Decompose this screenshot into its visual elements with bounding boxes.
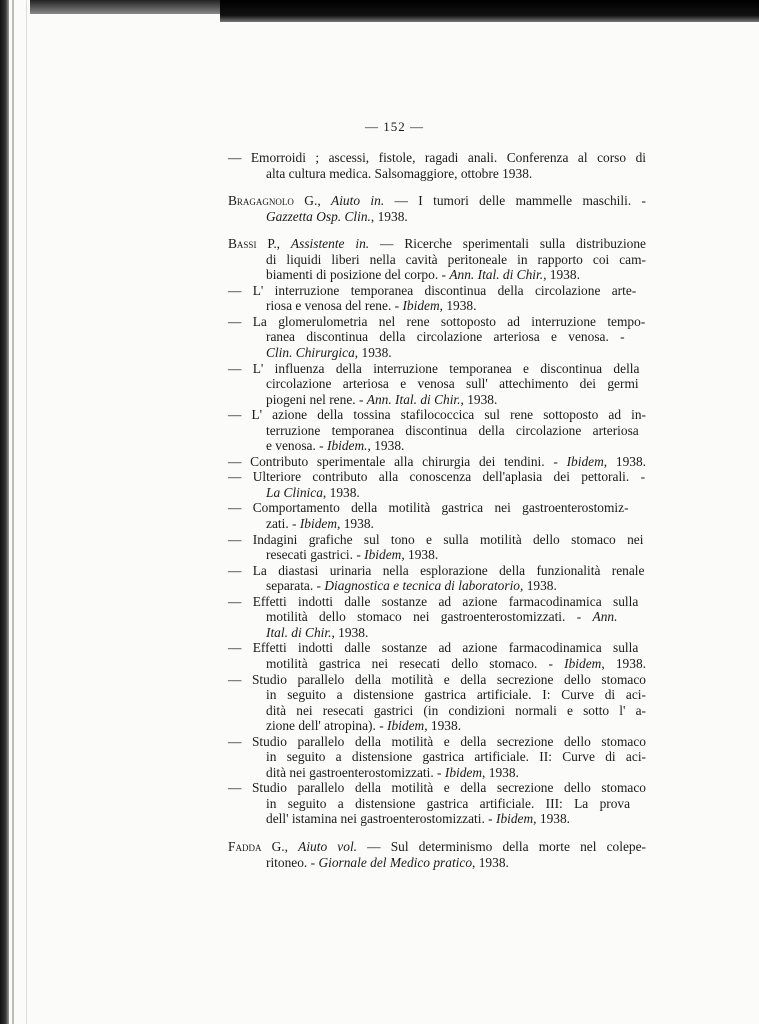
- italic-text: Ital. di Chir.: [266, 624, 332, 640]
- entry-text: , 1938.: [322, 484, 360, 500]
- entry-text: — Effetti indotti dalle sostanze ad azione farmacodinamica sulla: [228, 593, 639, 609]
- entry-text: in seguito a distensione gastrica artificiale. I: Curve di aci-: [266, 687, 646, 703]
- bibliography-entry: [228, 734, 646, 781]
- bibliography-entry: [228, 407, 646, 454]
- bibliography-entry: [228, 454, 646, 470]
- entry-text: motilità gastrica nei resecati dello stomaco. -: [266, 655, 565, 671]
- bibliography-entry: [228, 563, 646, 594]
- entry-text: , 1938.: [354, 345, 392, 361]
- bibliography-entry: [228, 314, 646, 361]
- entry-text: resecati gastrici. -: [266, 547, 365, 563]
- bibliography-entry: [228, 361, 646, 408]
- bibliography-entry: [228, 193, 646, 224]
- italic-text: Aiuto vol.: [298, 838, 358, 854]
- entry-text: — Effetti indotti dalle sostanze ad azione farmacodinamica sulla: [228, 640, 639, 656]
- entry-line: [228, 547, 646, 563]
- bibliography-entry: [228, 283, 646, 314]
- entry-line: [228, 392, 646, 408]
- entry-line: [228, 780, 646, 796]
- entry-line: [228, 765, 646, 781]
- entry-text: , 1938.: [460, 391, 498, 407]
- author-name: Fadda: [228, 838, 262, 854]
- bibliography-entry: [228, 469, 646, 500]
- entry-text: piogeni nel rene. -: [266, 391, 367, 407]
- italic-text: Clin. Chirurgica: [266, 345, 355, 361]
- entry-text: , 1938.: [337, 516, 374, 532]
- entry-text: — I tumori delle mammelle maschili. -: [384, 193, 646, 209]
- entry-line: [228, 500, 646, 516]
- entry-text: dità nei resecati gastrici (in condizioni normali e sotto l' a-: [266, 702, 646, 718]
- entry-line: [228, 209, 646, 225]
- entry-line: [228, 193, 646, 209]
- italic-text: Ibidem: [495, 811, 534, 827]
- entry-text: — Emorroidi ; ascessi, fistole, ragadi anali. Conferenza al corso di: [228, 150, 646, 165]
- entry-line: [228, 345, 646, 361]
- entry-line: [228, 594, 646, 610]
- bibliography-entry: [228, 780, 646, 827]
- entry-text: — L' influenza della interruzione temporanea e discontinua della: [228, 360, 640, 376]
- entry-text: , 1938.: [603, 453, 647, 469]
- entry-line: [228, 855, 646, 871]
- bibliography-entry: [228, 672, 646, 734]
- entry-line: [228, 656, 646, 672]
- entry-text: — Studio parallelo della motilità e della secrezione dello stomaco: [228, 733, 646, 749]
- entry-text: , 1938.: [367, 438, 405, 454]
- entry-text: — La diastasi urinaria nella esplorazione della funzionalità renale: [228, 562, 645, 578]
- italic-text: Ibidem: [564, 655, 602, 671]
- entry-text: dell' istamina nei gastroenterostomizzati. -: [266, 811, 496, 827]
- italic-text: Aiuto in.: [331, 193, 385, 209]
- scan-edge-left: [0, 0, 9, 1024]
- entry-text: , 1938.: [424, 718, 462, 734]
- entry-text: ritoneo. -: [266, 854, 319, 870]
- entry-line: [228, 423, 646, 439]
- entry-line: [228, 298, 646, 314]
- entry-text: dità nei gastroenterostomizzati. -: [266, 764, 445, 780]
- entry-line: [228, 609, 646, 625]
- italic-text: Ann.: [592, 609, 618, 625]
- bibliography-entry: [228, 839, 646, 870]
- author-name: Bragagnolo: [228, 193, 294, 209]
- entry-text: — Sul determinismo della morte nel colepe-: [357, 838, 646, 854]
- entry-text: — La glomerulometria nel rene sottoposto ad interruzione tempo-: [228, 313, 646, 329]
- entry-text: — Indagini grafiche sul tono e sulla motilità dello stomaco nei: [228, 531, 644, 547]
- scan-edge-line: [12, 0, 14, 1024]
- entry-text: — Studio parallelo della motilità e della secrezione dello stomaco: [228, 671, 646, 687]
- entry-text: di liquidi liberi nella cavità peritoneale in rapporto coi cam-: [266, 251, 646, 267]
- entry-text: , 1938.: [439, 298, 477, 314]
- italic-text: Assistente in.: [290, 236, 370, 252]
- italic-text: La Clinica: [266, 484, 323, 500]
- bibliography-entry: [228, 532, 646, 563]
- entry-line: [228, 150, 646, 166]
- entry-text: terruzione temporanea discontinua della circolazione arteriosa: [266, 422, 639, 438]
- entry-text: in seguito a distensione gastrica artificiale. II: Curve di aci-: [266, 749, 646, 765]
- entry-line: [228, 376, 646, 392]
- entry-line: [228, 749, 646, 765]
- italic-text: Ann. Ital. di Chir.: [449, 267, 544, 283]
- author-name: Bassi: [228, 236, 257, 252]
- entry-line: [228, 734, 646, 750]
- entry-text: ranea discontinua della circolazione arteriosa e venosa. -: [266, 329, 625, 345]
- entry-line: [228, 703, 646, 719]
- entry-line: [228, 839, 646, 855]
- entry-text: — Ricerche sperimentali sulla distribuzione: [369, 236, 646, 252]
- scan-edge-line: [26, 0, 27, 1024]
- entry-text: circolazione arteriosa e venosa sull' attechimento dei germi: [266, 376, 639, 392]
- italic-text: Ibidem: [566, 453, 604, 469]
- entry-line: [228, 516, 646, 532]
- entry-text: zione dell' atropina). -: [266, 718, 388, 734]
- entry-line: [228, 811, 646, 827]
- entry-text: , 1938.: [370, 208, 408, 224]
- entry-line: [228, 407, 646, 423]
- entry-line: [228, 283, 646, 299]
- entry-text: , 1938.: [482, 764, 519, 780]
- entry-line: [228, 314, 646, 330]
- entry-text: e venosa. -: [266, 438, 327, 454]
- entry-text: , 1938.: [533, 811, 570, 827]
- entry-line: [228, 640, 646, 656]
- entry-line: [228, 236, 646, 252]
- italic-text: Ibidem: [402, 298, 440, 314]
- italic-text: Ibidem: [299, 516, 338, 532]
- entry-line: [228, 532, 646, 548]
- entry-line: [228, 672, 646, 688]
- entry-text: — Studio parallelo della motilità e della secrezione dello stomaco: [228, 780, 646, 796]
- entry-text: — Ulteriore contributo alla conoscenza dell'aplasia dei pettorali. -: [228, 469, 646, 485]
- entry-text: , 1938.: [401, 547, 439, 563]
- entry-text: — Comportamento della motilità gastrica nei gastroenterostomiz-: [228, 500, 629, 516]
- bibliography-list: [228, 150, 646, 870]
- entry-text: motilità dello stomaco nei gastroenterostomizzati. -: [266, 609, 593, 625]
- entry-text: — L' azione della tossina stafilococcica sul rene sottoposto ad in-: [228, 407, 646, 423]
- entry-line: [228, 796, 646, 812]
- entry-line: [228, 329, 646, 345]
- italic-text: Ann. Ital. di Chir.: [366, 391, 461, 407]
- entry-text: alta cultura medica. Salsomaggiore, ottobre 1938.: [266, 165, 533, 181]
- italic-text: Diagnostica e tecnica di laboratorio: [324, 578, 521, 594]
- entry-text: P.,: [256, 236, 291, 252]
- bibliography-entry: [228, 594, 646, 641]
- italic-text: Ibidem: [444, 764, 483, 780]
- entry-text: — Contributo sperimentale alla chirurgia dei tendini. -: [228, 453, 567, 469]
- entry-line: [228, 485, 646, 501]
- entry-line: [228, 718, 646, 734]
- entry-text: G.,: [293, 193, 332, 209]
- entry-text: , 1938.: [543, 267, 580, 283]
- entry-text: , 1938.: [472, 854, 509, 870]
- entry-text: in seguito a distensione gastrica artificiale. III: La prova: [266, 795, 631, 811]
- entry-text: separata. -: [266, 578, 325, 594]
- entry-line: [228, 578, 646, 594]
- entry-text: zati. -: [266, 516, 300, 532]
- entry-line: [228, 252, 646, 268]
- italic-text: Ibidem.: [326, 438, 368, 454]
- entry-line: [228, 438, 646, 454]
- entry-text: — L' interruzione temporanea discontinua della circolazione arte-: [228, 282, 637, 298]
- entry-line: [228, 267, 646, 283]
- entry-text: , 1938.: [331, 624, 369, 640]
- entry-line: [228, 361, 646, 377]
- bibliography-entry: [228, 640, 646, 671]
- entry-line: [228, 469, 646, 485]
- entry-line: [228, 166, 646, 182]
- bibliography-entry: [228, 236, 646, 283]
- bibliography-entry: [228, 500, 646, 531]
- entry-text: G.,: [261, 838, 299, 854]
- entry-line: [228, 563, 646, 579]
- italic-text: Giornale del Medico pratico: [318, 854, 473, 870]
- entry-text: , 1938.: [520, 578, 557, 594]
- italic-text: Ibidem: [387, 718, 425, 734]
- entry-line: [228, 687, 646, 703]
- page-number: — 152 —: [365, 119, 424, 134]
- italic-text: Gazzetta Osp. Clin.: [266, 208, 371, 224]
- entry-text: riosa e venosa del rene. -: [266, 298, 403, 314]
- entry-text: , 1938.: [601, 655, 646, 671]
- entry-line: [228, 625, 646, 641]
- bibliography-entry: [228, 150, 646, 181]
- scan-edge-top: [30, 0, 220, 14]
- scan-edge-top: [220, 0, 759, 22]
- entry-text: biamenti di posizione del corpo. -: [266, 267, 450, 283]
- italic-text: Ibidem: [364, 547, 402, 563]
- entry-line: [228, 454, 646, 470]
